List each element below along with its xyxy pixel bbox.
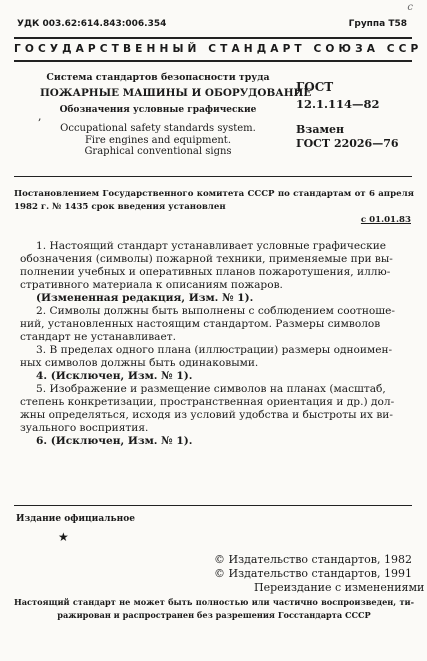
replaces-standard: ГОСТ 22026—76 <box>296 137 399 150</box>
gost-label: ГОСТ <box>296 80 334 94</box>
clause-6: 6. (Исключен, Изм. № 1). <box>36 435 193 447</box>
notice-line-1: Настоящий стандарт не может быть полностью или частично воспроизведен, ти- <box>14 597 414 607</box>
english-title <box>40 123 276 158</box>
official-edition: Издание официальное <box>16 514 135 524</box>
clause-1-cont <box>20 253 408 292</box>
clause-2-line-1: 2. Символы должны быть выполнены с соблюдением соотноше- <box>36 305 395 317</box>
english-line-3: Graphical conventional signs <box>84 146 232 157</box>
clause-2 <box>20 305 408 344</box>
system-name: Система стандартов безопасности труда <box>46 72 270 83</box>
title-rule <box>14 176 412 177</box>
clause-3 <box>20 344 408 370</box>
clause-4: 4. (Исключен, Изм. № 1). <box>36 370 193 382</box>
star-mark: ★ <box>58 530 69 544</box>
clause-1-line-2: обозначения (символы) пожарной техники, применяемые при вы- <box>20 253 393 265</box>
standard-title: ПОЖАРНЫЕ МАШИНЫ И ОБОРУДОВАНИЕ <box>40 87 312 99</box>
group-code: Группа Т58 <box>348 19 407 29</box>
corner-mark: c <box>407 2 413 13</box>
copyright-1982: © Издательство стандартов, 1982 <box>214 553 412 566</box>
title-block <box>40 72 312 158</box>
decree-line-1: Постановлением Государственного комитета СССР по стандартам от 6 апреля <box>14 189 414 199</box>
clause-3-line-2: ных символов должны быть одинаковыми. <box>20 357 259 369</box>
top-rule <box>14 37 412 39</box>
gost-block <box>296 80 406 151</box>
english-line-1: Occupational safety standards system. <box>60 123 256 134</box>
decree-line-2: 1982 г. № 1435 срок введения установлен <box>14 202 226 212</box>
clause-1-amendment: (Измененная редакция, Изм. № 1). <box>36 292 254 304</box>
copyright-1991: © Издательство стандартов, 1991 <box>214 567 412 580</box>
replaces-label: Взамен <box>296 123 345 136</box>
notice-line-2: ражирован и распространен без разрешения Госстандарта СССР <box>57 610 371 620</box>
reprint-note: Переиздание с изменениями <box>254 581 425 594</box>
clause-1-line-3: полнении учебных и оперативных планов пожаротушения, иллю- <box>20 266 391 278</box>
clause-5 <box>20 383 408 435</box>
reproduction-notice <box>14 596 414 622</box>
state-standard-rule <box>14 60 412 62</box>
clause-5-line-2: степень конкретизации, пространственная ориентация и др.) дол- <box>20 396 395 408</box>
clause-1 <box>20 240 408 253</box>
udk-code: УДК 003.62:614.843:006.354 <box>17 19 167 29</box>
state-standard-title: ГОСУДАРСТВЕННЫЙ СТАНДАРТ СОЮЗА ССР <box>14 43 423 55</box>
margin-tick: , <box>38 110 42 123</box>
footer-rule <box>14 505 412 506</box>
clause-3-line-1: 3. В пределах одного плана (иллюстрации) размеры одноимен- <box>36 344 393 356</box>
clause-2-line-3: стандарт не устанавливает. <box>20 331 176 343</box>
clause-5-line-4: зуального восприятия. <box>20 422 149 434</box>
standard-subtitle: Обозначения условные графические <box>59 105 257 115</box>
effective-date: с 01.01.83 <box>360 215 411 225</box>
clause-1-line-4: стративного материала к описаниям пожаров. <box>20 279 283 291</box>
english-line-2: Fire engines and equipment. <box>84 134 232 146</box>
gost-number: 12.1.114—82 <box>296 97 380 111</box>
copyright-block <box>214 553 424 595</box>
clause-2-line-2: ний, установленных настоящим стандартом. Размеры символов <box>20 318 381 330</box>
standard-body <box>20 240 408 448</box>
clause-5-line-3: жны определяться, исходя из условий удобства и быстроты их ви- <box>20 409 393 421</box>
clause-1-line-1: 1. Настоящий стандарт устанавливает условные графические <box>36 240 387 252</box>
clause-5-line-1: 5. Изображение и размещение символов на планах (масштаб, <box>36 383 386 395</box>
